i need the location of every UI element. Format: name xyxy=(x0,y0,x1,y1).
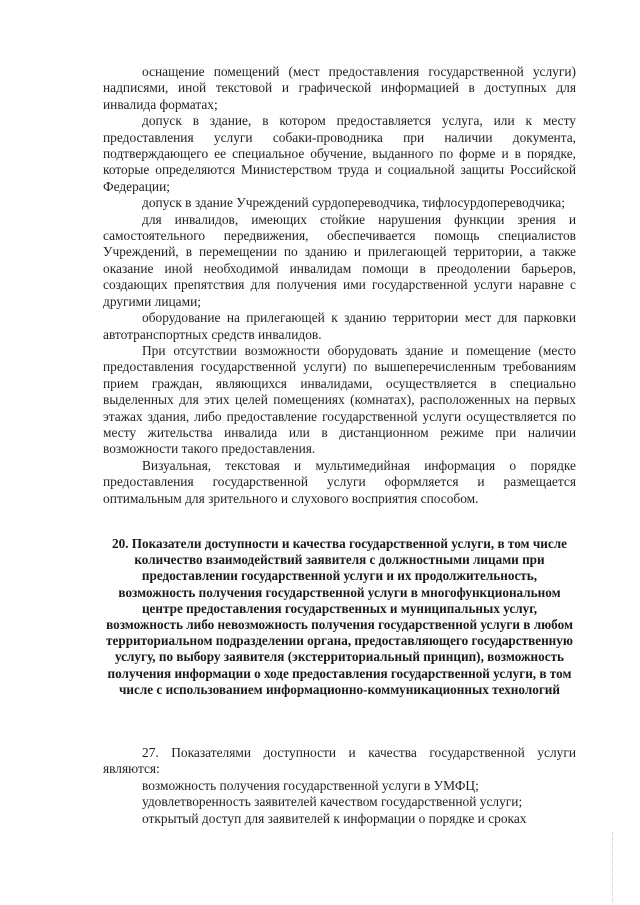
paragraph: 27. Показателями доступности и качества государственной услуги являются: xyxy=(103,745,576,777)
paragraph: Визуальная, текстовая и мультимедийная информация о порядке предоставления государственной услуги оформляется и размещается оптимальным для зрительного и слухового восприятия способом. xyxy=(103,457,576,506)
section-text-block xyxy=(103,745,576,827)
paragraph: При отсутствии возможности оборудовать здание и помещение (место предоставления государственной услуги) по вышеперечисленным требованиям прием граждан, являющихся инвалидами, осуществляется в специально выделенных для этих целей помещениях (комнатах), расположенных на первых этажах здания, либо предоставление государственной услуги осуществляется по месту жительства инвалида или в дистанционном режиме при наличии возможности такого предоставления. xyxy=(103,342,576,457)
paragraph: открытый доступ для заявителей к информации о порядке и сроках xyxy=(142,810,527,826)
paragraph: возможность получения государственной услуги в УМФЦ; xyxy=(142,777,479,793)
section-heading xyxy=(103,536,576,698)
paragraph: допуск в здание, в котором предоставляется услуга, или к месту предоставления услуги собаки-проводника при наличии документа, подтверждающего ее специальное обучение, выданного по форме и в порядке, которые определяются Министерством труда и социальной защиты Российской Федерации; xyxy=(103,113,576,194)
scan-edge-mark xyxy=(612,832,614,902)
paragraph: для инвалидов, имеющих стойкие нарушения функции зрения и самостоятельного передвижения, обеспечивается помощь специалистов Учреждений, в перемещении по зданию и прилегающей территории, а также оказание иной необходимой инвалидам помощи в преодолении барьеров, создающих препятствия для получения ими государственной услуги наравне с другими лицами; xyxy=(103,211,576,309)
paragraph: оборудование на прилегающей к зданию территории мест для парковки автотранспортных средств инвалидов. xyxy=(103,310,576,342)
section-heading-text: 20. Показатели доступности и качества государственной услуги, в том числе количество взаимодействий заявителя с должностными лицами при предоставлении государственной услуги и их продолжительность, возможность получения государственной услуги в многофункциональном центре предоставления государственных и муниципальных услуг, возможность либо невозможность получения государственной услуги в любом территориальном подразделении органа, предоставляющего государственную услугу, по выбору заявителя (экстерриториальный принцип), возможность получения информации о ходе предоставления государственной услуги, в том числе с использованием информационно-коммуникационных технологий xyxy=(106,536,573,697)
paragraph: удовлетворенность заявителей качеством государственной услуги; xyxy=(142,794,523,810)
intro-text-block xyxy=(103,64,576,507)
paragraph: допуск в здание Учреждений сурдопереводчика, тифлосурдопереводчика; xyxy=(142,195,565,211)
paragraph: оснащение помещений (мест предоставления государственной услуги) надписями, иной текстовой и графической информацией в доступных для инвалида форматах; xyxy=(103,64,576,112)
